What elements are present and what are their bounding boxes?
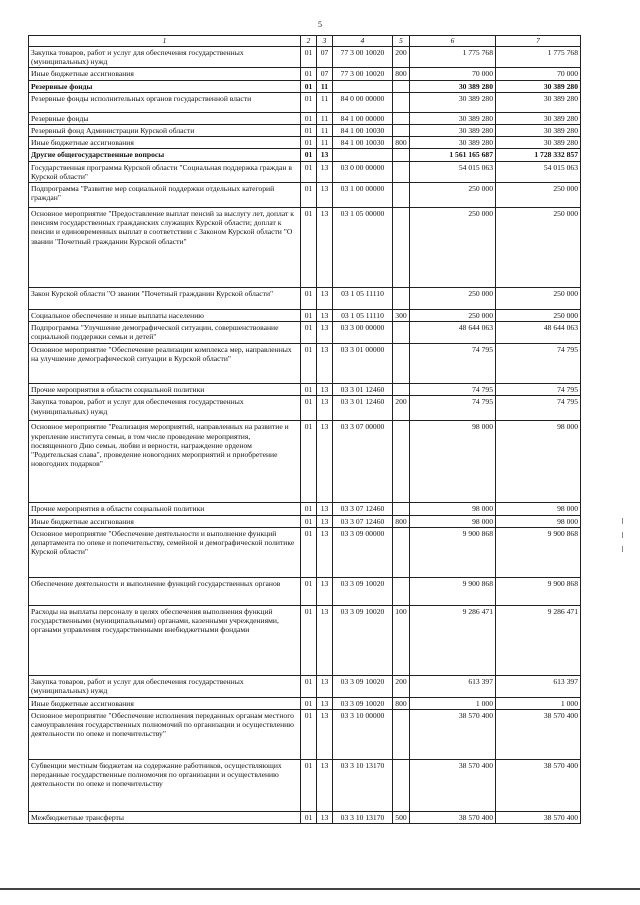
row-amount-1: 250 000 [410, 208, 496, 288]
row-name: Иные бюджетные ассигнования [29, 515, 301, 527]
row-amount-2: 9 900 868 [496, 527, 581, 577]
row-expense-type [393, 322, 410, 344]
row-section: 01 [301, 760, 317, 812]
table-row [29, 421, 581, 503]
row-section: 01 [301, 161, 317, 182]
row-subsection: 13 [317, 344, 333, 384]
row-amount-1: 98 000 [410, 421, 496, 503]
row-section: 01 [301, 697, 317, 709]
row-section: 01 [301, 68, 317, 80]
row-amount-1: 48 644 063 [410, 322, 496, 344]
row-amount-1: 30 389 280 [410, 92, 496, 112]
row-amount-1: 250 000 [410, 310, 496, 322]
row-subsection: 11 [317, 80, 333, 92]
row-name: Прочие мероприятия в области социальной политики [29, 384, 301, 396]
table-row [29, 344, 581, 384]
row-section: 01 [301, 125, 317, 137]
row-name: Основное мероприятие "Обеспечение исполнения переданных органам местного самоуправления государственных полномочий по организации и осуществлению деятельности по опеке и попечительству" [29, 710, 301, 760]
row-expense-type: 100 [393, 605, 410, 675]
table-row [29, 710, 581, 760]
row-amount-1: 9 900 868 [410, 577, 496, 605]
row-amount-1: 38 570 400 [410, 812, 496, 824]
row-subsection: 13 [317, 697, 333, 709]
row-subsection: 13 [317, 421, 333, 503]
row-amount-1: 250 000 [410, 183, 496, 208]
row-amount-2: 250 000 [496, 288, 581, 310]
row-expense-type [393, 421, 410, 503]
row-subsection: 13 [317, 183, 333, 208]
margin-mark [622, 546, 623, 552]
row-name: Подпрограмма "Развитие мер социальной поддержки отдельных категорий граждан" [29, 183, 301, 208]
row-subsection: 07 [317, 68, 333, 80]
table-row [29, 812, 581, 824]
table-row [29, 675, 581, 697]
table-row [29, 47, 581, 68]
row-target-article: 03 3 01 12460 [333, 396, 393, 421]
row-amount-2: 30 389 280 [496, 92, 581, 112]
row-target-article: 03 1 05 11110 [333, 288, 393, 310]
row-amount-2: 74 795 [496, 396, 581, 421]
row-subsection: 13 [317, 503, 333, 515]
row-subsection: 11 [317, 92, 333, 112]
row-expense-type: 500 [393, 812, 410, 824]
row-amount-2: 74 795 [496, 384, 581, 396]
row-name: Закупка товаров, работ и услуг для обеспечения государственных (муниципальных) нужд [29, 675, 301, 697]
row-target-article: 03 3 01 00000 [333, 344, 393, 384]
row-expense-type [393, 384, 410, 396]
row-expense-type: 200 [393, 47, 410, 68]
row-name: Расходы на выплаты персоналу в целях обеспечения выполнения функций государственными (муниципальными) органами, казенными учреждениями, органами управления государственными внебюджетными фондами [29, 605, 301, 675]
row-subsection: 13 [317, 208, 333, 288]
row-subsection: 13 [317, 760, 333, 812]
row-name: Основное мероприятие "Предоставление выплат пенсий за выслугу лет, доплат к пенсиям государственных гражданских служащих Курской области; доплат к пенсии и единовременных выплат в соответствии с Законом Курской области "О звании "Почетный гражданин Курской области" [29, 208, 301, 288]
row-target-article: 84 1 00 10030 [333, 137, 393, 149]
table-row [29, 137, 581, 149]
row-amount-2: 1 728 332 857 [496, 149, 581, 161]
row-amount-1: 1 561 165 687 [410, 149, 496, 161]
row-section: 01 [301, 675, 317, 697]
row-section: 01 [301, 577, 317, 605]
row-name: Иные бюджетные ассигнования [29, 137, 301, 149]
row-target-article: 03 3 07 12460 [333, 515, 393, 527]
row-subsection: 13 [317, 396, 333, 421]
row-amount-2: 30 389 280 [496, 80, 581, 92]
row-expense-type: 800 [393, 697, 410, 709]
row-amount-2: 70 000 [496, 68, 581, 80]
row-target-article: 03 3 01 12460 [333, 384, 393, 396]
row-target-article: 03 3 09 10020 [333, 605, 393, 675]
row-name: Резервные фонды [29, 80, 301, 92]
row-section: 01 [301, 80, 317, 92]
row-expense-type [393, 161, 410, 182]
table-row [29, 208, 581, 288]
row-subsection: 13 [317, 577, 333, 605]
row-subsection: 13 [317, 527, 333, 577]
row-target-article: 03 3 10 00000 [333, 710, 393, 760]
row-name: Межбюджетные трансферты [29, 812, 301, 824]
row-amount-1: 74 795 [410, 384, 496, 396]
margin-mark [622, 532, 623, 538]
row-amount-1: 98 000 [410, 503, 496, 515]
row-amount-2: 1 775 768 [496, 47, 581, 68]
row-subsection: 13 [317, 322, 333, 344]
margin-mark [622, 518, 623, 524]
table-row [29, 396, 581, 421]
row-amount-1: 38 570 400 [410, 760, 496, 812]
row-amount-2: 9 286 471 [496, 605, 581, 675]
col-header-target-article: 4 [333, 36, 393, 47]
row-section: 01 [301, 344, 317, 384]
row-section: 01 [301, 396, 317, 421]
table-row [29, 161, 581, 182]
table-row [29, 149, 581, 161]
row-target-article: 03 3 07 12460 [333, 503, 393, 515]
row-subsection: 13 [317, 605, 333, 675]
row-target-article: 03 3 09 10020 [333, 577, 393, 605]
row-section: 01 [301, 605, 317, 675]
row-target-article: 03 3 07 00000 [333, 421, 393, 503]
table-row [29, 697, 581, 709]
row-amount-1: 250 000 [410, 288, 496, 310]
row-amount-2: 250 000 [496, 183, 581, 208]
row-section: 01 [301, 310, 317, 322]
row-name: Подпрограмма "Улучшение демографической ситуации, совершенствование социальной поддержки семьи и детей" [29, 322, 301, 344]
row-amount-1: 9 900 868 [410, 527, 496, 577]
row-target-article: 84 0 00 00000 [333, 92, 393, 112]
row-amount-1: 30 389 280 [410, 112, 496, 124]
row-amount-1: 38 570 400 [410, 710, 496, 760]
row-subsection: 13 [317, 161, 333, 182]
row-amount-2: 38 570 400 [496, 710, 581, 760]
row-name: Закон Курской области "О звании "Почетный гражданин Курской области" [29, 288, 301, 310]
row-expense-type [393, 760, 410, 812]
row-name: Основное мероприятие "Обеспечение реализации комплекса мер, направленных на улучшение демографической ситуации в Курской области" [29, 344, 301, 384]
table-row [29, 183, 581, 208]
row-subsection: 13 [317, 310, 333, 322]
row-name: Основное мероприятие "Обеспечение деятельности и выполнение функций департамента по опеке и попечительству, семейной и демографической политике Курской области" [29, 527, 301, 577]
row-subsection: 13 [317, 812, 333, 824]
row-amount-2: 9 900 868 [496, 577, 581, 605]
row-expense-type [393, 149, 410, 161]
row-section: 01 [301, 149, 317, 161]
bottom-rule [0, 888, 640, 890]
row-name: Иные бюджетные ассигнования [29, 697, 301, 709]
row-section: 01 [301, 527, 317, 577]
row-amount-2: 250 000 [496, 208, 581, 288]
row-expense-type: 300 [393, 310, 410, 322]
row-name: Закупка товаров, работ и услуг для обеспечения государственных (муниципальных) нужд [29, 396, 301, 421]
row-target-article: 77 3 00 10020 [333, 68, 393, 80]
row-name: Резервные фонды исполнительных органов государственной власти [29, 92, 301, 112]
row-name: Закупка товаров, работ и услуг для обеспечения государственных (муниципальных) нужд [29, 47, 301, 68]
row-name: Резервные фонды [29, 112, 301, 124]
row-amount-2: 48 644 063 [496, 322, 581, 344]
table-row [29, 515, 581, 527]
row-target-article: 03 3 09 10020 [333, 675, 393, 697]
row-target-article: 03 0 00 00000 [333, 161, 393, 182]
row-subsection: 13 [317, 675, 333, 697]
row-amount-1: 74 795 [410, 344, 496, 384]
row-expense-type [393, 125, 410, 137]
row-section: 01 [301, 112, 317, 124]
row-expense-type [393, 344, 410, 384]
row-section: 01 [301, 92, 317, 112]
row-expense-type [393, 527, 410, 577]
row-target-article: 77 3 00 10020 [333, 47, 393, 68]
table-row [29, 68, 581, 80]
table-row [29, 527, 581, 577]
table-row [29, 605, 581, 675]
row-target-article [333, 149, 393, 161]
table-row [29, 384, 581, 396]
row-amount-1: 70 000 [410, 68, 496, 80]
row-expense-type [393, 577, 410, 605]
row-amount-2: 38 570 400 [496, 812, 581, 824]
row-amount-2: 98 000 [496, 421, 581, 503]
row-expense-type [393, 208, 410, 288]
row-amount-1: 30 389 280 [410, 137, 496, 149]
row-amount-2: 1 000 [496, 697, 581, 709]
row-amount-1: 1 775 768 [410, 47, 496, 68]
row-section: 01 [301, 421, 317, 503]
row-name: Государственная программа Курской области "Социальная поддержка граждан в Курской области" [29, 161, 301, 182]
row-section: 01 [301, 503, 317, 515]
row-target-article: 03 1 00 00000 [333, 183, 393, 208]
row-expense-type [393, 112, 410, 124]
table-row [29, 112, 581, 124]
row-amount-2: 74 795 [496, 344, 581, 384]
row-name: Субвенции местным бюджетам на содержание работников, осуществляющих переданные государственные полномочия по организации и осуществлению деятельности по опеке и попечительству [29, 760, 301, 812]
row-name: Социальное обеспечение и иные выплаты населению [29, 310, 301, 322]
row-section: 01 [301, 812, 317, 824]
row-amount-2: 30 389 280 [496, 137, 581, 149]
row-subsection: 13 [317, 710, 333, 760]
row-section: 01 [301, 515, 317, 527]
row-section: 01 [301, 710, 317, 760]
row-amount-2: 250 000 [496, 310, 581, 322]
table-row [29, 310, 581, 322]
row-expense-type: 200 [393, 675, 410, 697]
col-header-expense-type: 5 [393, 36, 410, 47]
col-header-amount-2: 7 [496, 36, 581, 47]
row-expense-type [393, 183, 410, 208]
row-target-article: 03 3 09 00000 [333, 527, 393, 577]
row-amount-2: 613 397 [496, 675, 581, 697]
row-amount-2: 30 389 280 [496, 112, 581, 124]
row-expense-type [393, 503, 410, 515]
row-section: 01 [301, 384, 317, 396]
row-name: Прочие мероприятия в области социальной политики [29, 503, 301, 515]
row-amount-1: 54 015 063 [410, 161, 496, 182]
row-target-article: 03 3 09 10020 [333, 697, 393, 709]
row-expense-type: 800 [393, 68, 410, 80]
row-expense-type: 800 [393, 515, 410, 527]
row-expense-type [393, 92, 410, 112]
row-amount-2: 98 000 [496, 503, 581, 515]
table-row [29, 760, 581, 812]
row-amount-1: 30 389 280 [410, 125, 496, 137]
row-subsection: 13 [317, 384, 333, 396]
row-subsection: 11 [317, 125, 333, 137]
row-expense-type [393, 80, 410, 92]
header-row [29, 36, 581, 47]
table-row [29, 92, 581, 112]
col-header-amount-1: 6 [410, 36, 496, 47]
table-row [29, 577, 581, 605]
row-amount-1: 613 397 [410, 675, 496, 697]
row-amount-2: 38 570 400 [496, 760, 581, 812]
row-amount-1: 30 389 280 [410, 80, 496, 92]
col-header-section: 2 [301, 36, 317, 47]
row-amount-2: 98 000 [496, 515, 581, 527]
row-expense-type [393, 288, 410, 310]
row-section: 01 [301, 183, 317, 208]
row-name: Основное мероприятие "Реализация мероприятий, направленных на развитие и укрепление института семьи, в том числе проведение мероприятия, посвященного Дню семьи, любви и верности, награждение орденом "Родительская слава", проведение новогодних мероприятий и приобретение новогодних подарков" [29, 421, 301, 503]
row-section: 01 [301, 208, 317, 288]
row-target-article: 03 3 10 13170 [333, 760, 393, 812]
row-subsection: 11 [317, 112, 333, 124]
row-amount-2: 30 389 280 [496, 125, 581, 137]
row-expense-type: 200 [393, 396, 410, 421]
table-row [29, 125, 581, 137]
table-row [29, 80, 581, 92]
row-name: Другие общегосударственные вопросы [29, 149, 301, 161]
row-section: 01 [301, 137, 317, 149]
row-target-article: 03 3 00 00000 [333, 322, 393, 344]
col-header-name: 1 [29, 36, 301, 47]
row-section: 01 [301, 288, 317, 310]
row-target-article: 03 1 05 11110 [333, 310, 393, 322]
table-row [29, 322, 581, 344]
row-name: Иные бюджетные ассигнования [29, 68, 301, 80]
row-target-article: 03 3 10 13170 [333, 812, 393, 824]
row-amount-1: 9 286 471 [410, 605, 496, 675]
row-amount-2: 54 015 063 [496, 161, 581, 182]
row-target-article [333, 80, 393, 92]
row-amount-1: 74 795 [410, 396, 496, 421]
budget-table [28, 35, 581, 824]
row-subsection: 11 [317, 137, 333, 149]
row-target-article: 84 1 00 10030 [333, 125, 393, 137]
row-target-article: 03 1 05 00000 [333, 208, 393, 288]
row-expense-type: 800 [393, 137, 410, 149]
table-row [29, 503, 581, 515]
row-name: Обеспечение деятельности и выполнение функций государственных органов [29, 577, 301, 605]
row-section: 01 [301, 47, 317, 68]
row-amount-1: 98 000 [410, 515, 496, 527]
col-header-subsection: 3 [317, 36, 333, 47]
row-subsection: 13 [317, 149, 333, 161]
page-number: 5 [318, 20, 322, 29]
row-expense-type [393, 710, 410, 760]
row-subsection: 13 [317, 288, 333, 310]
row-subsection: 07 [317, 47, 333, 68]
row-target-article: 84 1 00 00000 [333, 112, 393, 124]
row-subsection: 13 [317, 515, 333, 527]
table-row [29, 288, 581, 310]
row-section: 01 [301, 322, 317, 344]
row-name: Резервный фонд Администрации Курской области [29, 125, 301, 137]
row-amount-1: 1 000 [410, 697, 496, 709]
